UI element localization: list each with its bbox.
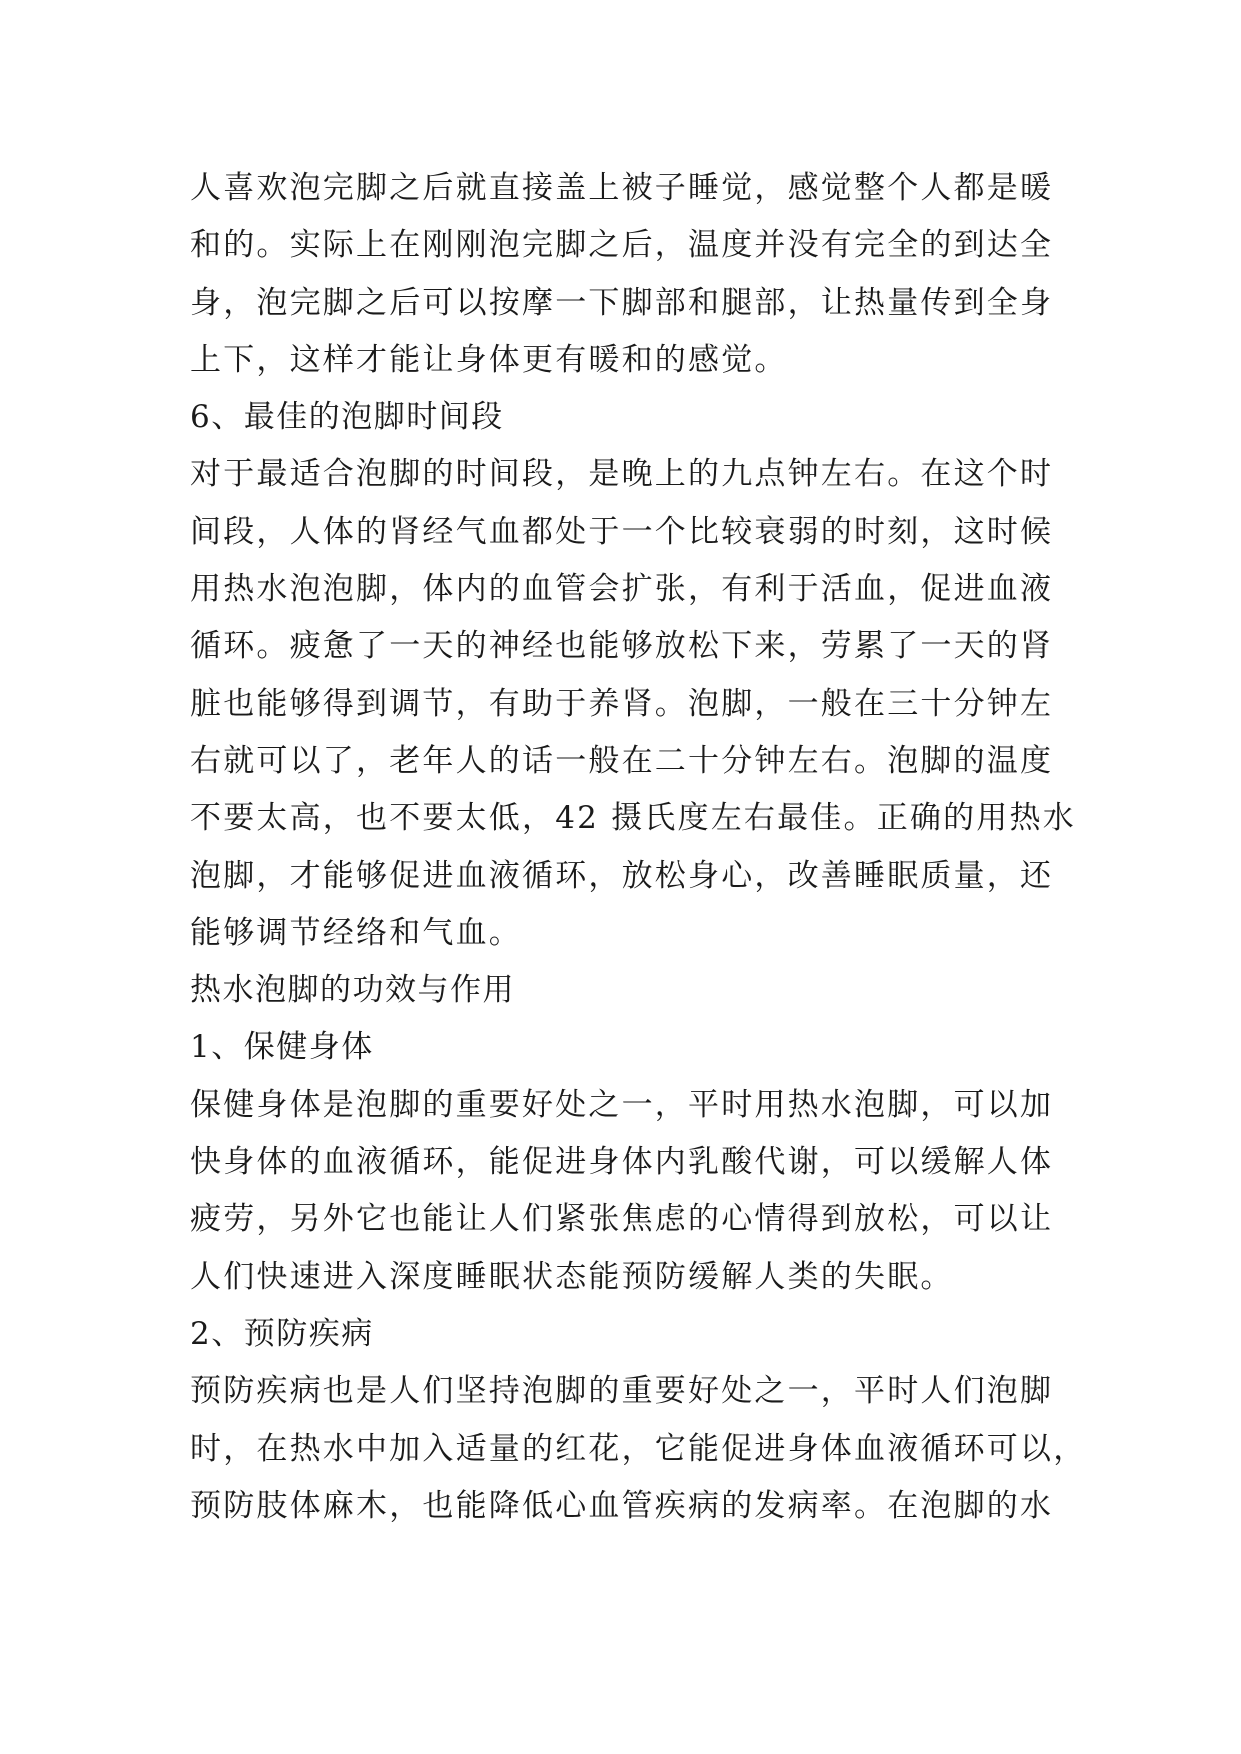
document-body: [190, 160, 1087, 1535]
text-line: 人喜欢泡完脚之后就直接盖上被子睡觉，感觉整个人都是暖: [190, 170, 1054, 206]
text-line: 泡脚，才能够促进血液循环，放松身心，改善睡眠质量，还: [190, 857, 1054, 894]
section-heading: 热水泡脚的功效与作用: [190, 972, 515, 1009]
section-heading: 6、最佳的泡脚时间段: [190, 399, 504, 436]
text-line: 疲劳，另外它也能让人们紧张焦虑的心情得到放松，可以让: [190, 1201, 1054, 1238]
text-line: 人们快速进入深度睡眠状态能预防缓解人类的失眠。: [190, 1258, 954, 1295]
text-line: 保健身体是泡脚的重要好处之一，平时用热水泡脚，可以加: [190, 1086, 1054, 1123]
section-heading: 2、预防疾病: [190, 1315, 374, 1352]
text-line: 能够调节经络和气血。: [190, 914, 522, 951]
text-line: 时，在热水中加入适量的红花，它能促进身体血液循环可以，: [190, 1430, 1087, 1467]
text-line: 和的。实际上在刚刚泡完脚之后，温度并没有完全的到达全: [190, 227, 1054, 264]
text-line: 间段，人体的肾经气血都处于一个比较衰弱的时刻，这时候: [190, 513, 1054, 550]
text-line: 预防肢体麻木，也能降低心血管疾病的发病率。在泡脚的水: [190, 1487, 1054, 1524]
text-line: 身，泡完脚之后可以按摩一下脚部和腿部，让热量传到全身: [190, 284, 1054, 321]
text-line: 不要太高，也不要太低，42 摄氏度左右最佳。正确的用热水: [190, 800, 1076, 837]
text-line: 快身体的血液循环，能促进身体内乳酸代谢，可以缓解人体: [190, 1144, 1054, 1181]
text-line: 循环。疲惫了一天的神经也能够放松下来，劳累了一天的肾: [190, 628, 1054, 665]
text-line: 脏也能够得到调节，有助于养肾。泡脚，一般在三十分钟左: [190, 685, 1054, 722]
text-line: 对于最适合泡脚的时间段，是晚上的九点钟左右。在这个时: [190, 456, 1054, 493]
text-line: 预防疾病也是人们坚持泡脚的重要好处之一，平时人们泡脚: [190, 1373, 1054, 1410]
text-line: 右就可以了，老年人的话一般在二十分钟左右。泡脚的温度: [190, 742, 1054, 779]
text-line: 用热水泡泡脚，体内的血管会扩张，有利于活血，促进血液: [190, 571, 1054, 608]
section-heading: 1、保健身体: [190, 1029, 374, 1066]
text-line: 上下，这样才能让身体更有暖和的感觉。: [190, 341, 788, 378]
